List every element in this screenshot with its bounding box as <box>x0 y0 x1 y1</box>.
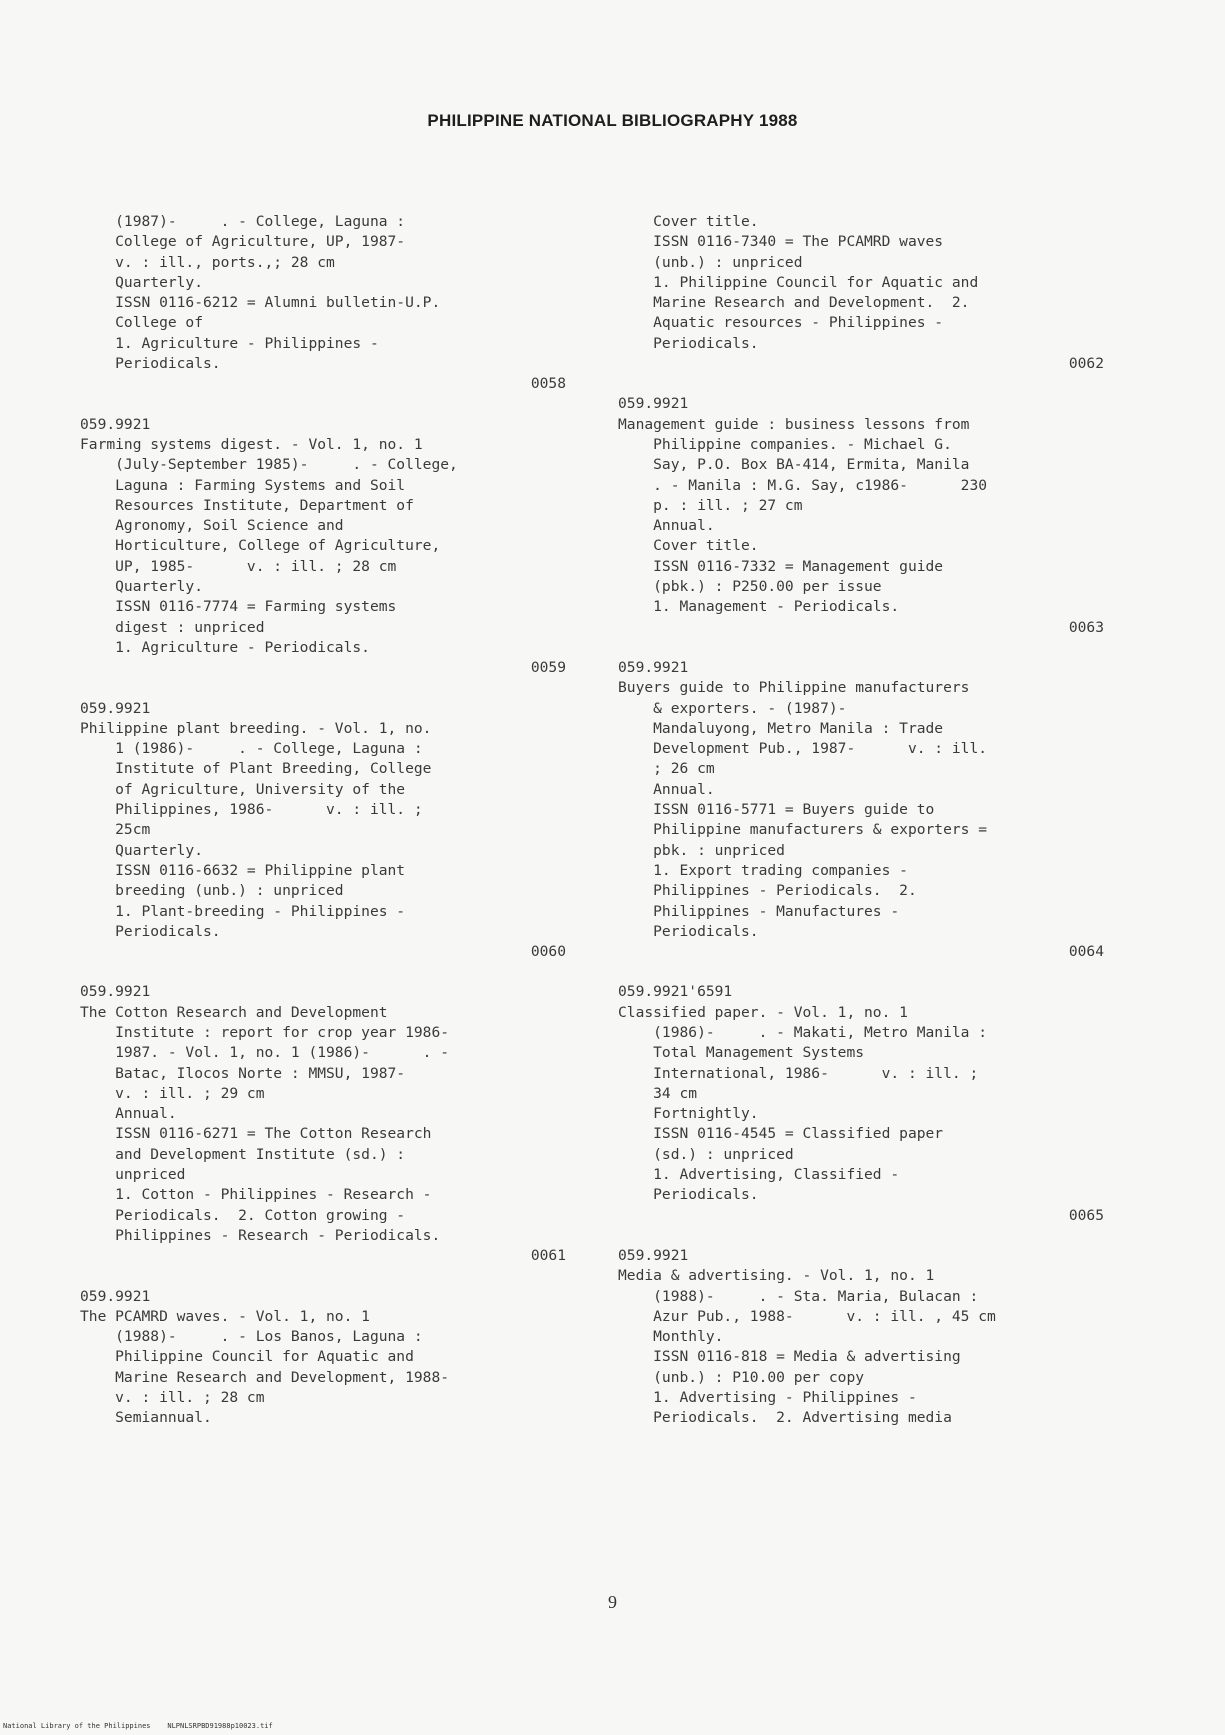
entry-line: p. : ill. ; 27 cm <box>618 496 803 514</box>
entry-line: Semiannual. <box>80 1409 212 1427</box>
class-number: 059.9921 <box>618 395 689 413</box>
entry-number: 0061 <box>530 1247 566 1265</box>
entry-line: breeding (unb.) : unpriced <box>80 882 344 900</box>
entry-line: Philippines - Research - Periodicals. <box>80 1226 441 1244</box>
entry-line: UP, 1985- v. : ill. ; 28 cm <box>80 557 397 575</box>
entry-line: and Development Institute (sd.) : <box>80 1145 406 1163</box>
entry-line: Azur Pub., 1988- v. : ill. , 45 cm <box>618 1307 996 1325</box>
entry-line: Aquatic resources - Philippines - <box>618 314 944 332</box>
entry-line: Cover title. <box>618 213 759 230</box>
entry-line: Batac, Ilocos Norte : MMSU, 1987- <box>80 1064 406 1082</box>
entry-line: 1. Advertising - Philippines - <box>618 1389 917 1407</box>
bibliography-entry <box>80 212 570 395</box>
entry-line: Institute of Plant Breeding, College <box>80 760 432 778</box>
page-number: 9 <box>608 1592 617 1612</box>
page-title: PHILIPPINE NATIONAL BIBLIOGRAPHY 1988 <box>427 111 798 130</box>
entry-line: College of <box>80 314 204 332</box>
entry-line: . - Manila : M.G. Say, c1986- 230 <box>618 476 988 494</box>
entry-line: pbk. : unpriced <box>618 841 785 859</box>
entry-line: Resources Institute, Department of <box>80 496 414 514</box>
entry-line: & exporters. - (1987)- <box>618 699 847 717</box>
class-number: 059.9921 <box>80 983 151 1001</box>
entry-line: v. : ill., ports.,; 28 cm <box>80 253 335 271</box>
entry-line: 1987. - Vol. 1, no. 1 (1986)- . - <box>80 1044 450 1062</box>
entry-line: ISSN 0116-818 = Media & advertising <box>618 1348 961 1366</box>
bibliography-entry <box>80 1287 570 1429</box>
entry-line: ISSN 0116-6271 = The Cotton Research <box>80 1125 432 1143</box>
entry-line: 1. Export trading companies - <box>618 861 908 879</box>
bibliography-entry <box>618 212 1108 374</box>
entry-line: of Agriculture, University of the <box>80 780 406 798</box>
entry-line: Marine Research and Development. 2. <box>618 294 970 312</box>
entry-line: Philippine companies. - Michael G. <box>618 435 952 453</box>
entry-line: Marine Research and Development, 1988- <box>80 1368 450 1386</box>
class-number: 059.9921 <box>80 415 151 433</box>
class-number: 059.9921 <box>80 699 151 717</box>
entry-line: Philippine manufacturers & exporters = <box>618 821 988 839</box>
entry-line: Laguna : Farming Systems and Soil <box>80 476 406 494</box>
entry-line: 34 cm <box>618 1084 698 1102</box>
entry-line: Horticulture, College of Agriculture, <box>80 537 441 555</box>
entry-line: (1986)- . - Makati, Metro Manila : <box>618 1023 988 1041</box>
entry-number: 0058 <box>530 375 566 393</box>
entry-line: Annual. <box>618 517 715 535</box>
entry-line: ISSN 0116-7332 = Management guide <box>618 557 944 575</box>
entry-line: 1. Management - Periodicals. <box>618 598 900 616</box>
entry-line: Mandaluyong, Metro Manila : Trade <box>618 719 944 737</box>
entry-line: (1988)- . - Sta. Maria, Bulacan : <box>618 1287 979 1305</box>
entry-line: ISSN 0116-4545 = Classified paper <box>618 1125 944 1143</box>
entry-line: unpriced <box>80 1166 186 1184</box>
entry-number: 0063 <box>1068 618 1104 636</box>
left-column <box>80 212 570 1449</box>
entry-line: Philippine Council for Aquatic and <box>80 1348 414 1366</box>
entry-line: Quarterly. <box>80 841 204 859</box>
entry-line: digest : unpriced <box>80 618 265 636</box>
entry-line: Periodicals. <box>618 922 759 940</box>
entry-line: Institute : report for crop year 1986- <box>80 1023 450 1041</box>
scan-label: National Library of the Philippines NLPNLSRPBD91988p10023.tif <box>3 1722 273 1730</box>
entry-line: (unb.) : P10.00 per copy <box>618 1368 865 1386</box>
entry-line: 1. Plant-breeding - Philippines - <box>80 902 406 920</box>
entry-line: ISSN 0116-5771 = Buyers guide to <box>618 801 935 819</box>
entry-line: Total Management Systems <box>618 1044 865 1062</box>
entry-number: 0065 <box>1068 1206 1104 1224</box>
entry-line: 1. Agriculture - Periodicals. <box>80 638 370 656</box>
bibliography-entry <box>80 699 570 963</box>
entry-line: Philippines - Manufactures - <box>618 902 900 920</box>
entry-line: Development Pub., 1987- v. : ill. <box>618 740 988 758</box>
entry-line: Periodicals. <box>618 334 759 352</box>
entry-line: Agronomy, Soil Science and <box>80 517 344 535</box>
entry-line: International, 1986- v. : ill. ; <box>618 1064 979 1082</box>
entry-line: Periodicals. <box>618 1186 759 1204</box>
entry-line: 1. Advertising, Classified - <box>618 1166 900 1184</box>
entry-line: (unb.) : unpriced <box>618 253 803 271</box>
class-number: 059.9921 <box>618 658 689 676</box>
entry-line: Classified paper. - Vol. 1, no. 1 <box>618 1003 908 1021</box>
class-number: 059.9921 <box>80 1287 151 1305</box>
entry-line: v. : ill. ; 29 cm <box>80 1084 265 1102</box>
entry-line: The Cotton Research and Development <box>80 1003 388 1021</box>
bibliography-entry <box>80 415 570 679</box>
entry-line: Management guide : business lessons from <box>618 415 970 433</box>
entry-line: Annual. <box>80 1105 177 1123</box>
entry-line: Quarterly. <box>80 578 204 596</box>
entry-number: 0064 <box>1068 943 1104 961</box>
entry-number: 0060 <box>530 943 566 961</box>
entry-line: 1. Cotton - Philippines - Research - <box>80 1186 432 1204</box>
entry-line: 1. Philippine Council for Aquatic and <box>618 273 979 291</box>
entry-line: 25cm <box>80 821 151 839</box>
entry-line: Periodicals. 2. Cotton growing - <box>80 1206 406 1224</box>
entry-line: College of Agriculture, UP, 1987- <box>80 233 406 251</box>
bibliography-entry <box>618 394 1108 638</box>
entry-line: Fortnightly. <box>618 1105 759 1123</box>
class-number: 059.9921'6591 <box>618 983 733 1001</box>
bibliography-entry <box>618 982 1108 1226</box>
class-number: 059.9921 <box>618 1246 689 1264</box>
entry-line: ISSN 0116-7340 = The PCAMRD waves <box>618 233 944 251</box>
entry-number: 0062 <box>1068 355 1104 373</box>
entry-line: Periodicals. 2. Advertising media <box>618 1409 952 1427</box>
entry-line: Quarterly. <box>80 273 204 291</box>
right-column <box>618 212 1108 1449</box>
entry-line: (pbk.) : P250.00 per issue <box>618 578 882 596</box>
entry-line: Philippines, 1986- v. : ill. ; <box>80 801 423 819</box>
entry-line: ISSN 0116-6632 = Philippine plant <box>80 861 406 879</box>
entry-line: The PCAMRD waves. - Vol. 1, no. 1 <box>80 1307 370 1325</box>
entry-line: Annual. <box>618 780 715 798</box>
entry-line: Philippine plant breeding. - Vol. 1, no. <box>80 719 432 737</box>
entry-line: v. : ill. ; 28 cm <box>80 1389 265 1407</box>
entry-line: (sd.) : unpriced <box>618 1145 794 1163</box>
entry-number: 0059 <box>530 659 566 677</box>
entry-line: (1988)- . - Los Banos, Laguna : <box>80 1328 423 1346</box>
entry-line: Philippines - Periodicals. 2. <box>618 882 917 900</box>
entry-line: Periodicals. <box>80 355 221 373</box>
bibliography-entry <box>80 982 570 1266</box>
entry-line: 1 (1986)- . - College, Laguna : <box>80 740 423 758</box>
entry-line: Buyers guide to Philippine manufacturers <box>618 679 970 697</box>
bibliography-entry <box>618 658 1108 962</box>
entry-line: (1987)- . - College, Laguna : <box>80 213 406 230</box>
entry-line: Periodicals. <box>80 922 221 940</box>
entry-line: Say, P.O. Box BA-414, Ermita, Manila <box>618 456 970 474</box>
entry-line: ISSN 0116-6212 = Alumni bulletin-U.P. <box>80 294 441 312</box>
entry-line: ; 26 cm <box>618 760 715 778</box>
entry-line: ISSN 0116-7774 = Farming systems <box>80 598 397 616</box>
bibliography-entry <box>618 1246 1108 1429</box>
entry-line: 1. Agriculture - Philippines - <box>80 334 379 352</box>
entry-line: Cover title. <box>618 537 759 555</box>
entry-line: Media & advertising. - Vol. 1, no. 1 <box>618 1267 935 1285</box>
entry-line: Monthly. <box>618 1328 724 1346</box>
entry-line: Farming systems digest. - Vol. 1, no. 1 <box>80 435 423 453</box>
entry-line: (July-September 1985)- . - College, <box>80 456 458 474</box>
